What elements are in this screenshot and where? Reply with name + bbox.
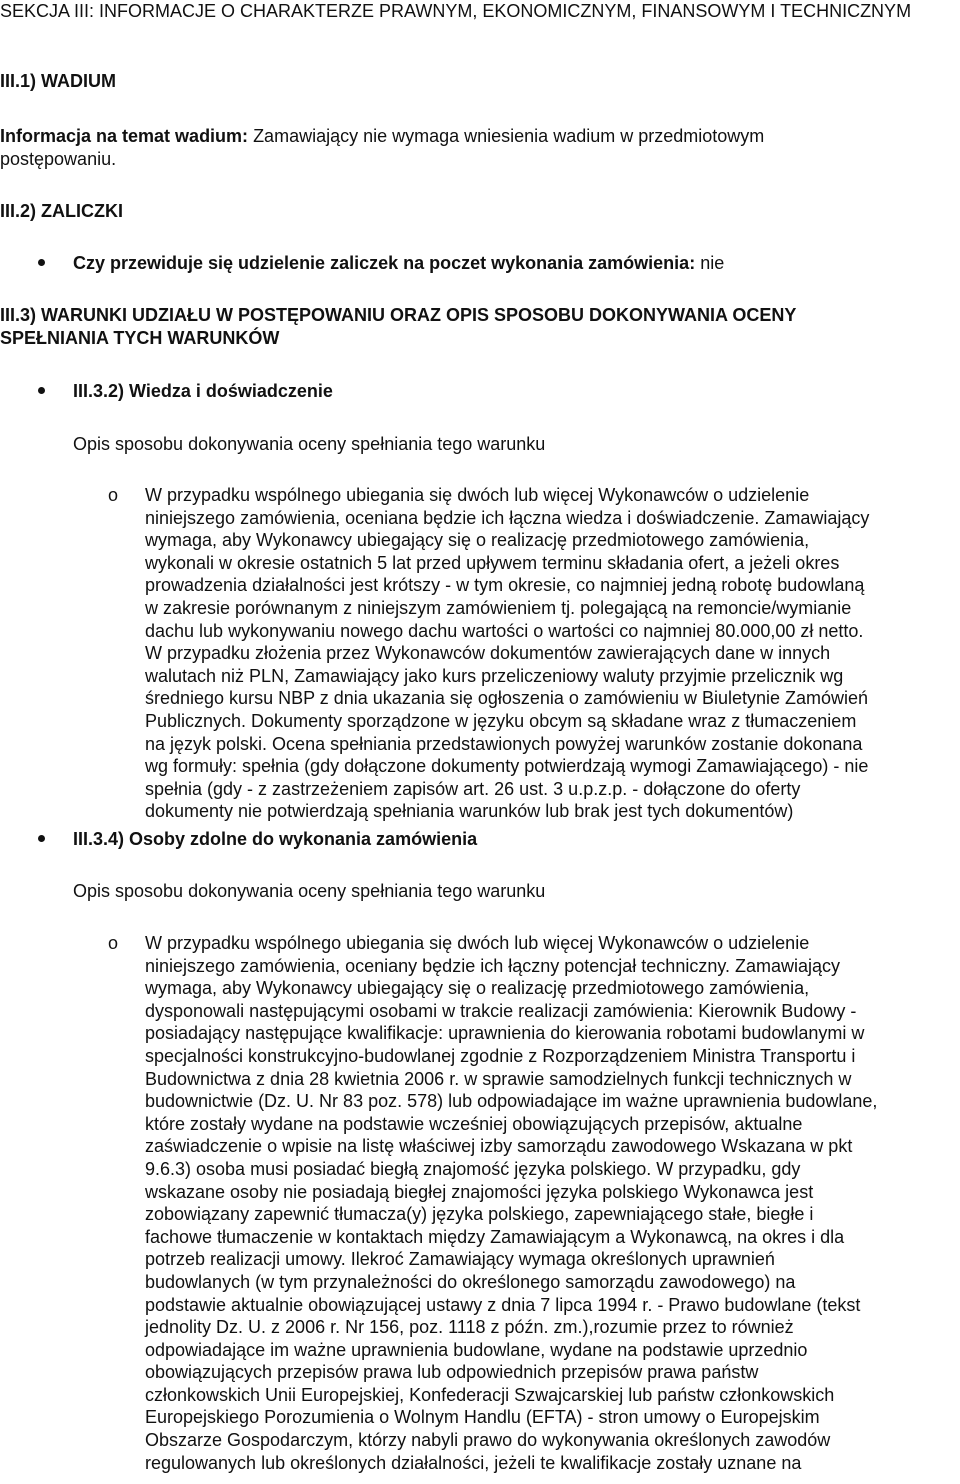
wiedza-line: W przypadku wspólnego ubiegania się dwóch lub więcej Wykonawców o udzielenie <box>145 485 810 505</box>
zaliczki-answer: nie <box>695 253 725 273</box>
zaliczki-question: Czy przewiduje się udzielenie zaliczek na poczet wykonania zamówienia: <box>73 253 696 273</box>
osoby-line: które zostały wydane na podstawie wcześniej obowiązujących przepisów, aktualne <box>145 1113 803 1134</box>
zaliczki-question-line <box>73 252 960 275</box>
wiedza-line: dokumenty nie potwierdzają spełniania warunków lub brak jest tych dokumentów) <box>145 801 794 822</box>
osoby-line: dysponowali następującymi osobami w trakcie realizacji zamówienia: Kierownik Budowy - <box>145 1000 857 1021</box>
osoby-heading: III.3.4) Osoby zdolne do wykonania zamówienia <box>73 829 478 849</box>
zaliczki-heading: III.2) ZALICZKI <box>0 201 123 221</box>
wiedza-bullet <box>38 387 45 394</box>
wadium-heading: III.1) WADIUM <box>0 71 116 91</box>
osoby-line: regulowanych lub określonych działalności, jeżeli te kwalifikacje zostały uznane na <box>145 1452 802 1473</box>
osoby-line: członkowskich Unii Europejskiej, Konfederacji Szwajcarskiej lub państw członkowskich <box>145 1384 835 1405</box>
warunki-heading-line1: III.3) WARUNKI UDZIAŁU W POSTĘPOWANIU ORAZ OPIS SPOSOBU DOKONYWANIA OCENY <box>0 305 797 325</box>
osoby-line: budowlanych (w tym przynależności do określonego samorządu zawodowego) na <box>145 1271 796 1292</box>
osoby-line: 9.6.3) osoba musi posiadać biegłą znajomość języka polskiego. W przypadku, gdy <box>145 1158 801 1179</box>
osoby-line: Obszarze Gospodarczym, którzy nabyli prawo do wykonywania określonych zawodów <box>145 1430 831 1451</box>
wadium-info-label: Informacja na temat wadium: <box>0 126 249 146</box>
wiedza-line: na język polski. Ocena spełniania przedstawionych powyżej warunków zostanie dokonana <box>145 733 863 754</box>
wadium-info-text: Zamawiający nie wymaga wniesienia wadium w przedmiotowym <box>248 126 765 146</box>
section-title-text: SEKCJA III: INFORMACJE O CHARAKTERZE PRAWNYM, EKONOMICZNYM, FINANSOWYM I TECHNICZNYM <box>0 1 912 21</box>
osoby-line: niniejszego zamówienia, oceniany będzie ich łączny potencjał techniczny. Zamawiający <box>145 955 841 976</box>
osoby-line: Budownictwa z dnia 28 kwietnia 2006 r. w sprawie samodzielnych funkcji technicznych w <box>145 1068 852 1089</box>
osoby-bullet <box>38 835 45 842</box>
wiedza-line: spełnia (gdy - z zastrzeżeniem zapisów art. 26 ust. 3 u.p.z.p. - dołączone do oferty <box>145 778 801 799</box>
wiedza-subheading: Opis sposobu dokonywania oceny spełniania tego warunku <box>73 434 546 454</box>
osoby-line: podstawie aktualnie obowiązującej ustawy z dnia 7 lipca 1994 r. - Prawo budowlane (tekst <box>145 1294 861 1315</box>
wiedza-paragraph <box>145 484 960 823</box>
osoby-line: zobowiązany zapewnić tłumacza(y) języka polskiego, zapewniającego stałe, biegłe i <box>145 1204 814 1225</box>
osoby-line: potrzeb realizacji umowy. Ilekroć Zamawiający wymaga określonych uprawnień <box>145 1249 775 1270</box>
osoby-line: Europejskiego Porozumienia o Wolnym Handlu (EFTA) - stron umowy o Europejskim <box>145 1407 820 1428</box>
wiedza-line: W przypadku złożenia przez Wykonawców dokumentów zawierających dane w innych <box>145 643 831 664</box>
osoby-line: obowiązujących przepisów prawa lub odpowiednich przepisów prawa państw <box>145 1362 759 1383</box>
wiedza-line: dachu lub wykonywaniu nowego dachu wartości o wartości co najmniej 80.000,00 zł netto. <box>145 620 864 641</box>
osoby-line: posiadający następujące kwalifikacje: uprawnienia do kierowania robotami budowlanymi w <box>145 1023 865 1044</box>
osoby-line: specjalności konstrukcyjno-budowlanej zgodnie z Rozporządzeniem Ministra Transportu i <box>145 1045 856 1066</box>
wadium-info-text-cont: postępowaniu. <box>0 148 117 169</box>
osoby-paragraph <box>145 932 960 1474</box>
wiedza-line: wg formuły: spełnia (gdy dołączone dokumenty potwierdzają wymogi Zamawiającego) - nie <box>145 756 869 777</box>
osoby-line: wymaga, aby Wykonawcy ubiegający się o realizację przedmiotowego zamówienia, <box>145 978 810 999</box>
wiedza-line: walutach niż PLN, Zamawiający jako kurs przeliczeniowy waluty przyjmie przelicznik wg <box>145 665 844 686</box>
osoby-line: W przypadku wspólnego ubiegania się dwóch lub więcej Wykonawców o udzielenie <box>145 933 810 953</box>
osoby-line: wskazane osoby nie posiadają biegłej znajomości języka polskiego Wykonawca jest <box>145 1181 814 1202</box>
wiedza-line: prowadzenia działalności jest krótszy - w tym okresie, co najmniej jedną robotę budowlaną <box>145 575 865 596</box>
section-title <box>0 0 920 23</box>
wiedza-line: w zakresie porównanym z niniejszym zamówieniem tj. polegającą na remoncie/wymianie <box>145 597 852 618</box>
wiedza-line: niniejszego zamówienia, oceniana będzie ich łączna wiedza i doświadczenie. Zamawiający <box>145 507 870 528</box>
wiedza-line: wymaga, aby Wykonawcy ubiegający się o realizację przedmiotowego zamówienia, <box>145 530 810 551</box>
wadium-info <box>0 125 880 170</box>
warunki-heading <box>0 304 960 349</box>
osoby-line: fachowe tłumaczenie w kontaktach między Zamawiającym a Wykonawcą, na okres i dla <box>145 1226 845 1247</box>
wiedza-heading: III.3.2) Wiedza i doświadczenie <box>73 381 333 401</box>
osoby-line: jednolity Dz. U. z 2006 r. Nr 156, poz. 1118 z późn. zm.),rozumie przez to również <box>145 1317 794 1338</box>
osoby-subheading: Opis sposobu dokonywania oceny spełniania tego warunku <box>73 881 546 901</box>
warunki-heading-line2: SPEŁNIANIA TYCH WARUNKÓW <box>0 327 280 348</box>
osoby-line: budownictwie (Dz. U. Nr 83 poz. 578) lub odpowiadające im ważne uprawnienia budowlane, <box>145 1091 878 1112</box>
osoby-line: odpowiadające im ważne uprawnienia budowlane, wydane na podstawie uprzednio <box>145 1339 808 1360</box>
wiedza-line: średniego kursu NBP z dnia ukazania się ogłoszenia o zamówieniu w Biuletynie Zamówień <box>145 688 869 709</box>
osoby-line: zaświadczenie o wpisie na listę właściwej izby samorządu zawodowego Wskazana w pkt <box>145 1136 853 1157</box>
wiedza-line: wykonali w okresie ostatnich 5 lat przed upływem terminu składania ofert, a jeżeli okres <box>145 552 840 573</box>
zaliczki-bullet <box>38 259 45 266</box>
wiedza-list-marker: o <box>108 485 119 505</box>
wiedza-line: Publicznych. Dokumenty sporządzone w języku obcym są składane wraz z tłumaczeniem <box>145 710 857 731</box>
osoby-list-marker: o <box>108 933 119 953</box>
